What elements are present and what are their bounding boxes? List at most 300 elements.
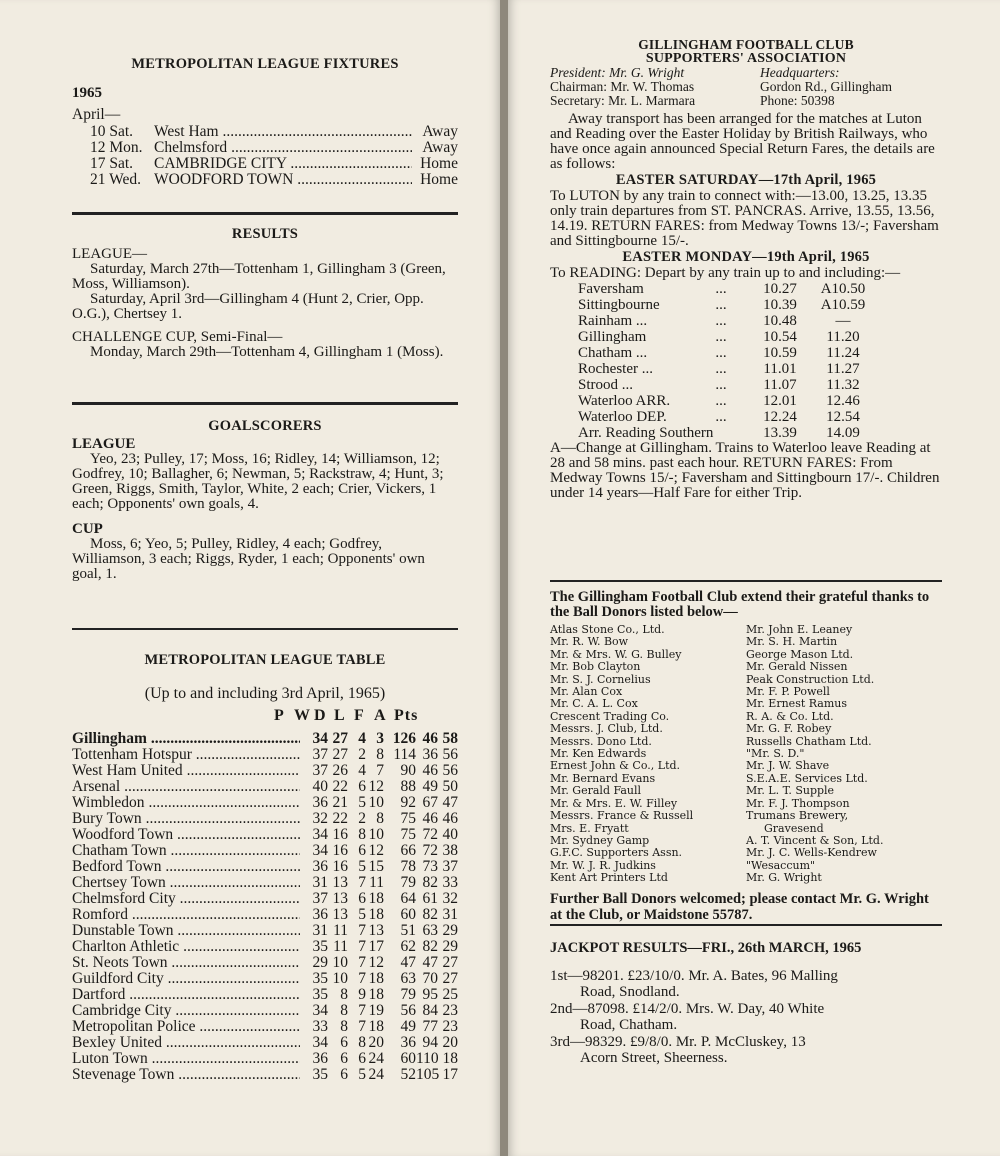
table-cell-f: 126 — [392, 730, 416, 747]
donor-name: Mr. W. J. R. Judkins — [550, 858, 656, 872]
table-cell-p: 34 — [312, 730, 328, 747]
jackpot-result-2-address: Road, Chatham. — [580, 1016, 678, 1033]
table-team: Luton Town ..... — [72, 1051, 300, 1067]
president: President: Mr. G. Wright — [550, 65, 685, 80]
table-cell-w: 13 — [332, 874, 348, 891]
train-time-1: 10.48 — [763, 313, 797, 329]
jackpot-result-2 — [550, 1002, 942, 1033]
train-dots — [692, 425, 750, 441]
table-cell-l: 8 — [376, 746, 384, 763]
donor-name: Gravesend — [764, 821, 824, 835]
divider — [72, 212, 458, 215]
table-cell-pts: 25 — [442, 986, 458, 1003]
table-cell-p: 35 — [312, 938, 328, 955]
table-cell-l: 7 — [376, 762, 384, 779]
easter-monday-heading: EASTER MONDAY—19th April, 1965 — [622, 249, 870, 265]
table-cell-w: 8 — [340, 1018, 348, 1035]
fixtures-title: METROPOLITAN LEAGUE FIXTURES — [131, 56, 399, 72]
train-time-1: 11.01 — [763, 361, 797, 377]
table-cell-d: 8 — [358, 1034, 366, 1051]
train-time-row — [550, 297, 942, 313]
table-cell-a: 63 — [422, 922, 438, 939]
fixture-row — [72, 140, 458, 156]
donor-name: A. T. Vincent & Son, Ltd. — [746, 833, 884, 847]
table-cell-a: 72 — [422, 826, 438, 843]
table-header-cell: D — [314, 707, 327, 724]
train-time-row — [550, 361, 942, 377]
table-row — [72, 987, 458, 1003]
donor-name: Mr. Gerald Faull — [550, 784, 642, 798]
table-cell-p: 37 — [312, 746, 328, 763]
donor-name: Mr. Sydney Gamp — [550, 833, 650, 847]
train-time-2: — — [835, 313, 851, 329]
table-team: Guildford City ..... — [72, 971, 300, 987]
table-cell-p: 31 — [312, 874, 328, 891]
train-dots: ... — [715, 361, 727, 377]
table-cell-a: 105 — [416, 1066, 440, 1083]
train-dots: ... — [715, 393, 727, 409]
table-cell-l: 18 — [368, 906, 384, 923]
table-cell-f: 114 — [393, 746, 416, 763]
table-row — [72, 859, 458, 875]
table-cell-pts: 31 — [442, 906, 458, 923]
train-time-1: 10.59 — [763, 345, 797, 361]
jackpot-result-1 — [550, 969, 942, 1000]
fixture-venue: Home — [420, 155, 458, 172]
table-team: Bedford Town ..... — [72, 859, 300, 875]
donor-name: Peak Construction Ltd. — [746, 672, 875, 686]
train-time-1: 11.07 — [763, 377, 797, 393]
fixture-opponent: CAMBRIDGE CITY ..... — [154, 156, 412, 172]
train-time-row — [550, 393, 942, 409]
table-cell-w: 27 — [332, 746, 348, 763]
table-cell-d: 6 — [358, 890, 366, 907]
table-cell-l: 19 — [368, 1002, 384, 1019]
donor-name: Messrs. France & Russell — [550, 809, 694, 823]
table-cell-f: 78 — [400, 858, 416, 875]
table-cell-p: 36 — [312, 794, 328, 811]
table-cell-pts: 38 — [442, 842, 458, 859]
table-cell-f: 63 — [400, 970, 416, 987]
table-cell-f: 56 — [400, 1002, 416, 1019]
donor-name: Mr. J. C. Wells-Kendrew — [746, 846, 877, 860]
table-cell-d: 7 — [358, 922, 366, 939]
donor-name: Ernest John & Co., Ltd. — [550, 759, 681, 773]
table-cell-w: 8 — [340, 1002, 348, 1019]
table-team: Romford ..... — [72, 907, 300, 923]
train-time-row — [550, 329, 942, 345]
train-time-row — [550, 313, 942, 329]
train-time-2: A10.59 — [820, 297, 866, 313]
phone: Phone: 50398 — [760, 93, 835, 108]
table-cell-d: 2 — [358, 810, 366, 827]
table-cell-d: 8 — [358, 826, 366, 843]
table-cell-pts: 29 — [442, 938, 458, 955]
table-cell-d: 5 — [358, 1066, 366, 1083]
table-cell-a: 49 — [422, 778, 438, 795]
officials-row-2 — [550, 80, 942, 94]
table-cell-l: 24 — [368, 1050, 384, 1067]
table-cell-l: 10 — [368, 794, 384, 811]
table-cell-p: 34 — [312, 1034, 328, 1051]
table-row — [72, 1019, 458, 1035]
train-time-2: 14.09 — [826, 425, 860, 441]
fixture-row — [72, 156, 458, 172]
table-row — [72, 731, 458, 747]
train-dots: ... — [715, 377, 727, 393]
donor-name: Messrs. Dono Ltd. — [550, 734, 652, 748]
table-cell-a: 61 — [422, 890, 438, 907]
train-time-1: 13.39 — [763, 425, 797, 441]
officials-row-1 — [550, 66, 942, 80]
table-cell-a: 82 — [422, 938, 438, 955]
fares-footnote: A—Change at Gillingham. Trains to Waterloo leave Reading at 28 and 58 mins. past each hour. RETURN FARES: From Medway Towns 15/-; Faversham and Sittingbourn 17/-. Children under 14 years—Half Fare for either Trip. — [550, 440, 940, 501]
table-cell-w: 13 — [332, 890, 348, 907]
table-cell-a: 47 — [422, 954, 438, 971]
table-cell-d: 7 — [358, 938, 366, 955]
transport-intro: Away transport has been arranged for the matches at Luton and Reading over the Easter Holiday by British Railways, who have once again announced Special Return Fares, the details are as follows: — [550, 111, 935, 172]
train-station: Arr. Reading Southern — [578, 425, 714, 441]
table-cell-w: 22 — [332, 778, 348, 795]
divider — [72, 628, 458, 630]
right-page — [508, 0, 1000, 1156]
donor-name: Kent Art Printers Ltd — [550, 871, 668, 885]
fixtures-section — [72, 56, 458, 188]
jackpot-section — [550, 940, 942, 1066]
table-cell-pts: 50 — [442, 778, 458, 795]
table-row — [72, 907, 458, 923]
donor-name: Mr. F. P. Powell — [746, 685, 830, 699]
table-cell-f: 79 — [400, 874, 416, 891]
ball-donors-section — [550, 590, 942, 923]
fixture-opponent: West Ham ..... — [154, 124, 412, 140]
easter-saturday-heading: EASTER SATURDAY—17th April, 1965 — [615, 172, 877, 188]
donor-name: Mr. Bob Clayton — [550, 660, 641, 674]
table-cell-pts: 32 — [442, 890, 458, 907]
table-cell-pts: 58 — [442, 730, 458, 747]
table-cell-d: 7 — [358, 874, 366, 891]
table-cell-pts: 27 — [442, 970, 458, 987]
table-cell-d: 7 — [358, 970, 366, 987]
fixture-date: 10 Sat. — [90, 123, 134, 140]
table-header-cell: L — [334, 707, 346, 724]
train-time-2: 11.20 — [826, 329, 860, 345]
results-league-label: LEAGUE— — [72, 246, 147, 262]
table-cell-f: 36 — [400, 1034, 416, 1051]
table-cell-pts: 23 — [442, 1002, 458, 1019]
results-league-2: Saturday, April 3rd—Gillingham 4 (Hunt 2, Crier, Opp. O.G.), Chertsey 1. — [72, 291, 424, 322]
donor-name: "Mr. S. D." — [746, 747, 805, 761]
table-cell-pts: 37 — [442, 858, 458, 875]
divider — [550, 580, 942, 582]
table-cell-pts: 20 — [442, 1034, 458, 1051]
table-row — [72, 955, 458, 971]
train-station: Rainham ... — [578, 313, 648, 329]
supporters-section — [550, 38, 942, 501]
table-cell-p: 29 — [312, 954, 328, 971]
goalscorers-cup-text: Moss, 6; Yeo, 5; Pulley, Ridley, 4 each; Godfrey, Williamson, 3 each; Riggs, Ryder, 1 each; Opponents' own goal, 1. — [72, 536, 425, 582]
table-row — [72, 923, 458, 939]
table-cell-a: 72 — [422, 842, 438, 859]
table-team: Dunstable Town ..... — [72, 923, 300, 939]
train-time-1: 10.27 — [763, 281, 797, 297]
table-cell-a: 67 — [422, 794, 438, 811]
fixture-date: 17 Sat. — [90, 155, 134, 172]
fixture-opponent: WOODFORD TOWN ..... — [154, 172, 412, 188]
table-cell-f: 79 — [400, 986, 416, 1003]
table-cell-f: 60 — [400, 1050, 416, 1067]
table-cell-pts: 23 — [442, 1018, 458, 1035]
table-team: Cambridge City ..... — [72, 1003, 300, 1019]
table-cell-p: 35 — [312, 970, 328, 987]
table-cell-l: 18 — [368, 970, 384, 987]
table-cell-d: 6 — [358, 842, 366, 859]
donor-name: Trumans Brewery, — [746, 809, 849, 823]
table-cell-a: 82 — [422, 906, 438, 923]
table-cell-pts: 56 — [442, 746, 458, 763]
train-dots: ... — [715, 409, 727, 425]
headquarters-label: Headquarters: — [760, 65, 840, 80]
table-cell-w: 6 — [340, 1050, 348, 1067]
table-cell-f: 66 — [400, 842, 416, 859]
table-team: Chatham Town ..... — [72, 843, 300, 859]
league-table-section — [72, 652, 458, 1083]
table-cell-w: 13 — [332, 906, 348, 923]
jackpot-result-3-address: Acorn Street, Sheerness. — [580, 1049, 728, 1066]
jackpot-result-1-line: 1st—98201. £23/10/0. Mr. A. Bates, 96 Malling — [550, 968, 838, 984]
train-time-2: 11.27 — [826, 361, 860, 377]
table-row — [72, 827, 458, 843]
table-cell-p: 35 — [312, 1066, 328, 1083]
table-cell-d: 5 — [358, 794, 366, 811]
donor-name: Mr. G. Wright — [746, 871, 822, 885]
table-cell-a: 73 — [422, 858, 438, 875]
goalscorers-section — [72, 418, 458, 582]
train-time-2: 11.32 — [826, 377, 860, 393]
supporters-title-1: GILLINGHAM FOOTBALL CLUB — [638, 37, 854, 52]
table-cell-d: 4 — [358, 762, 366, 779]
donors-column-2 — [746, 624, 942, 885]
table-cell-d: 5 — [358, 906, 366, 923]
table-cell-w: 22 — [332, 810, 348, 827]
donors-heading: The Gillingham Football Club extend their grateful thanks to the Ball Donors listed below— — [550, 589, 930, 620]
table-cell-f: 47 — [400, 954, 416, 971]
donor-name: Mrs. E. Fryatt — [550, 821, 629, 835]
table-cell-d: 2 — [358, 746, 366, 763]
table-cell-l: 18 — [368, 1018, 384, 1035]
train-time-row — [550, 345, 942, 361]
table-cell-l: 24 — [368, 1066, 384, 1083]
table-cell-l: 10 — [368, 826, 384, 843]
table-cell-a: 77 — [422, 1018, 438, 1035]
table-cell-a: 46 — [422, 730, 438, 747]
table-cell-l: 17 — [368, 938, 384, 955]
results-section — [72, 226, 458, 360]
league-table-body — [72, 731, 458, 1083]
fixture-venue: Away — [422, 123, 458, 140]
train-times-table — [550, 281, 942, 441]
train-station: Chatham ... — [578, 345, 648, 361]
donors-column-1 — [550, 624, 746, 885]
table-cell-p: 31 — [312, 922, 328, 939]
table-row — [72, 875, 458, 891]
table-cell-pts: 47 — [442, 794, 458, 811]
table-cell-pts: 17 — [442, 1066, 458, 1083]
table-row — [72, 1051, 458, 1067]
train-dots: ... — [715, 281, 727, 297]
table-cell-w: 6 — [340, 1066, 348, 1083]
table-cell-f: 60 — [400, 906, 416, 923]
table-team: Tottenham Hotspur ..... — [72, 747, 300, 763]
table-team: Metropolitan Police ..... — [72, 1019, 300, 1035]
donor-name: Mr. & Mrs. E. W. Filley — [550, 796, 678, 810]
donor-name: "Wesaccum" — [746, 858, 816, 872]
table-cell-f: 62 — [400, 938, 416, 955]
table-cell-a: 94 — [422, 1034, 438, 1051]
table-team: Bury Town ..... — [72, 811, 300, 827]
results-title: RESULTS — [231, 226, 299, 242]
table-cell-p: 36 — [312, 1050, 328, 1067]
goalscorers-league-label: LEAGUE — [72, 436, 136, 452]
donors-closing: Further Ball Donors welcomed; please contact Mr. G. Wright at the Club, or Maidstone 55787. — [550, 890, 929, 923]
train-time-1: 10.54 — [763, 329, 797, 345]
donor-name: Mr. S. H. Martin — [746, 635, 838, 649]
train-time-row — [550, 377, 942, 393]
table-cell-f: 52 — [400, 1066, 416, 1083]
table-cell-w: 10 — [332, 954, 348, 971]
jackpot-result-3-line: 3rd—98329. £9/8/0. Mr. P. McCluskey, 13 — [550, 1034, 806, 1050]
donor-name: Mr. John E. Leaney — [746, 623, 853, 636]
goalscorers-cup-label: CUP — [72, 521, 103, 537]
table-cell-d: 9 — [358, 986, 366, 1003]
table-row — [72, 891, 458, 907]
train-time-2: 12.54 — [826, 409, 860, 425]
table-team: Gillingham ..... — [72, 731, 300, 747]
fixture-row — [72, 124, 458, 140]
results-league-1: Saturday, March 27th—Tottenham 1, Gillingham 3 (Green, Moss, Williamson). — [72, 261, 446, 292]
table-cell-w: 27 — [332, 730, 348, 747]
table-cell-d: 7 — [358, 1002, 366, 1019]
table-header-cell: A — [374, 707, 387, 724]
donor-name: Messrs. J. Club, Ltd. — [550, 722, 663, 736]
fixture-opponent: Chelmsford ..... — [154, 140, 412, 156]
table-cell-l: 18 — [368, 890, 384, 907]
results-cup-label: CHALLENGE CUP, Semi-Final— — [72, 329, 283, 345]
donor-name: Atlas Stone Co., Ltd. — [550, 623, 665, 636]
table-cell-p: 34 — [312, 1002, 328, 1019]
table-cell-w: 11 — [333, 922, 348, 939]
goalscorers-title: GOALSCORERS — [208, 418, 322, 434]
table-cell-a: 46 — [422, 810, 438, 827]
train-station: Strood ... — [578, 377, 634, 393]
results-cup-1: Monday, March 29th—Tottenham 4, Gillingham 1 (Moss). — [90, 344, 444, 360]
table-row — [72, 763, 458, 779]
jackpot-result-2-line: 2nd—87098. £14/2/0. Mrs. W. Day, 40 White — [550, 1001, 825, 1017]
table-team: Stevenage Town ..... — [72, 1067, 300, 1083]
train-dots: ... — [715, 329, 727, 345]
train-time-1: 10.39 — [763, 297, 797, 313]
train-station: Gillingham — [578, 329, 647, 345]
donor-name: Mr. & Mrs. W. G. Bulley — [550, 647, 682, 661]
table-cell-d: 4 — [358, 730, 366, 747]
table-team: Chelmsford City ..... — [72, 891, 300, 907]
table-cell-p: 34 — [312, 842, 328, 859]
fixture-row — [72, 172, 458, 188]
table-cell-pts: 27 — [442, 954, 458, 971]
table-cell-f: 88 — [400, 778, 416, 795]
fixtures-year: 1965 — [72, 85, 102, 101]
table-cell-d: 7 — [358, 1018, 366, 1035]
table-cell-w: 16 — [332, 842, 348, 859]
fixture-date: 12 Mon. — [90, 139, 143, 156]
table-cell-w: 8 — [340, 986, 348, 1003]
donor-name: Mr. F. J. Thompson — [746, 796, 850, 810]
table-row — [72, 1003, 458, 1019]
table-row — [72, 779, 458, 795]
train-time-1: 12.01 — [763, 393, 797, 409]
table-cell-l: 12 — [368, 778, 384, 795]
table-cell-a: 46 — [422, 762, 438, 779]
train-station: Sittingbourne — [578, 297, 660, 313]
chairman: Chairman: Mr. W. Thomas — [550, 79, 695, 94]
league-table-subtitle: (Up to and including 3rd April, 1965) — [144, 685, 386, 702]
donor-name: Mr. G. F. Robey — [746, 722, 832, 736]
divider — [550, 924, 942, 926]
fixture-venue: Home — [420, 171, 458, 188]
table-cell-f: 64 — [400, 890, 416, 907]
donor-name: Mr. Ernest Ramus — [746, 697, 848, 711]
donor-name: Russells Chatham Ltd. — [746, 734, 872, 748]
table-cell-w: 16 — [332, 826, 348, 843]
donor-name: Mr. S. J. Cornelius — [550, 672, 651, 686]
table-cell-a: 95 — [422, 986, 438, 1003]
jackpot-result-1-address: Road, Snodland. — [580, 983, 680, 1000]
table-cell-w: 11 — [333, 938, 348, 955]
easter-monday-text: To READING: Depart by any train up to and including:— — [550, 265, 901, 281]
league-table-title: METROPOLITAN LEAGUE TABLE — [144, 652, 386, 668]
table-row — [72, 843, 458, 859]
table-cell-w: 26 — [332, 762, 348, 779]
table-cell-a: 110 — [416, 1050, 439, 1067]
table-cell-w: 6 — [340, 1034, 348, 1051]
officials-row-3 — [550, 94, 942, 108]
table-cell-d: 6 — [358, 1050, 366, 1067]
donor-name: Mr. R. W. Bow — [550, 635, 629, 649]
table-cell-l: 12 — [368, 954, 384, 971]
table-cell-p: 37 — [312, 890, 328, 907]
train-time-row — [550, 425, 942, 441]
donor-name: Mr. Bernard Evans — [550, 771, 656, 785]
table-cell-f: 49 — [400, 1018, 416, 1035]
table-cell-l: 18 — [368, 986, 384, 1003]
table-row — [72, 971, 458, 987]
table-header-cell: P — [274, 707, 285, 724]
table-row — [72, 795, 458, 811]
supporters-title-2: SUPPORTERS' ASSOCIATION — [645, 51, 847, 66]
table-team: West Ham United ..... — [72, 763, 300, 779]
table-cell-l: 11 — [369, 874, 384, 891]
train-time-2: 12.46 — [826, 393, 860, 409]
table-cell-a: 84 — [422, 1002, 438, 1019]
donor-name: S.E.A.E. Services Ltd. — [746, 771, 868, 785]
train-station: Rochester ... — [578, 361, 653, 377]
table-cell-p: 40 — [312, 778, 328, 795]
train-station: Faversham — [578, 281, 644, 297]
table-header-cell: F — [354, 707, 365, 724]
train-time-2: A10.50 — [820, 281, 866, 297]
secretary: Secretary: Mr. L. Marmara — [550, 93, 696, 108]
jackpot-title: JACKPOT RESULTS—FRI., 26th MARCH, 1965 — [550, 940, 862, 956]
